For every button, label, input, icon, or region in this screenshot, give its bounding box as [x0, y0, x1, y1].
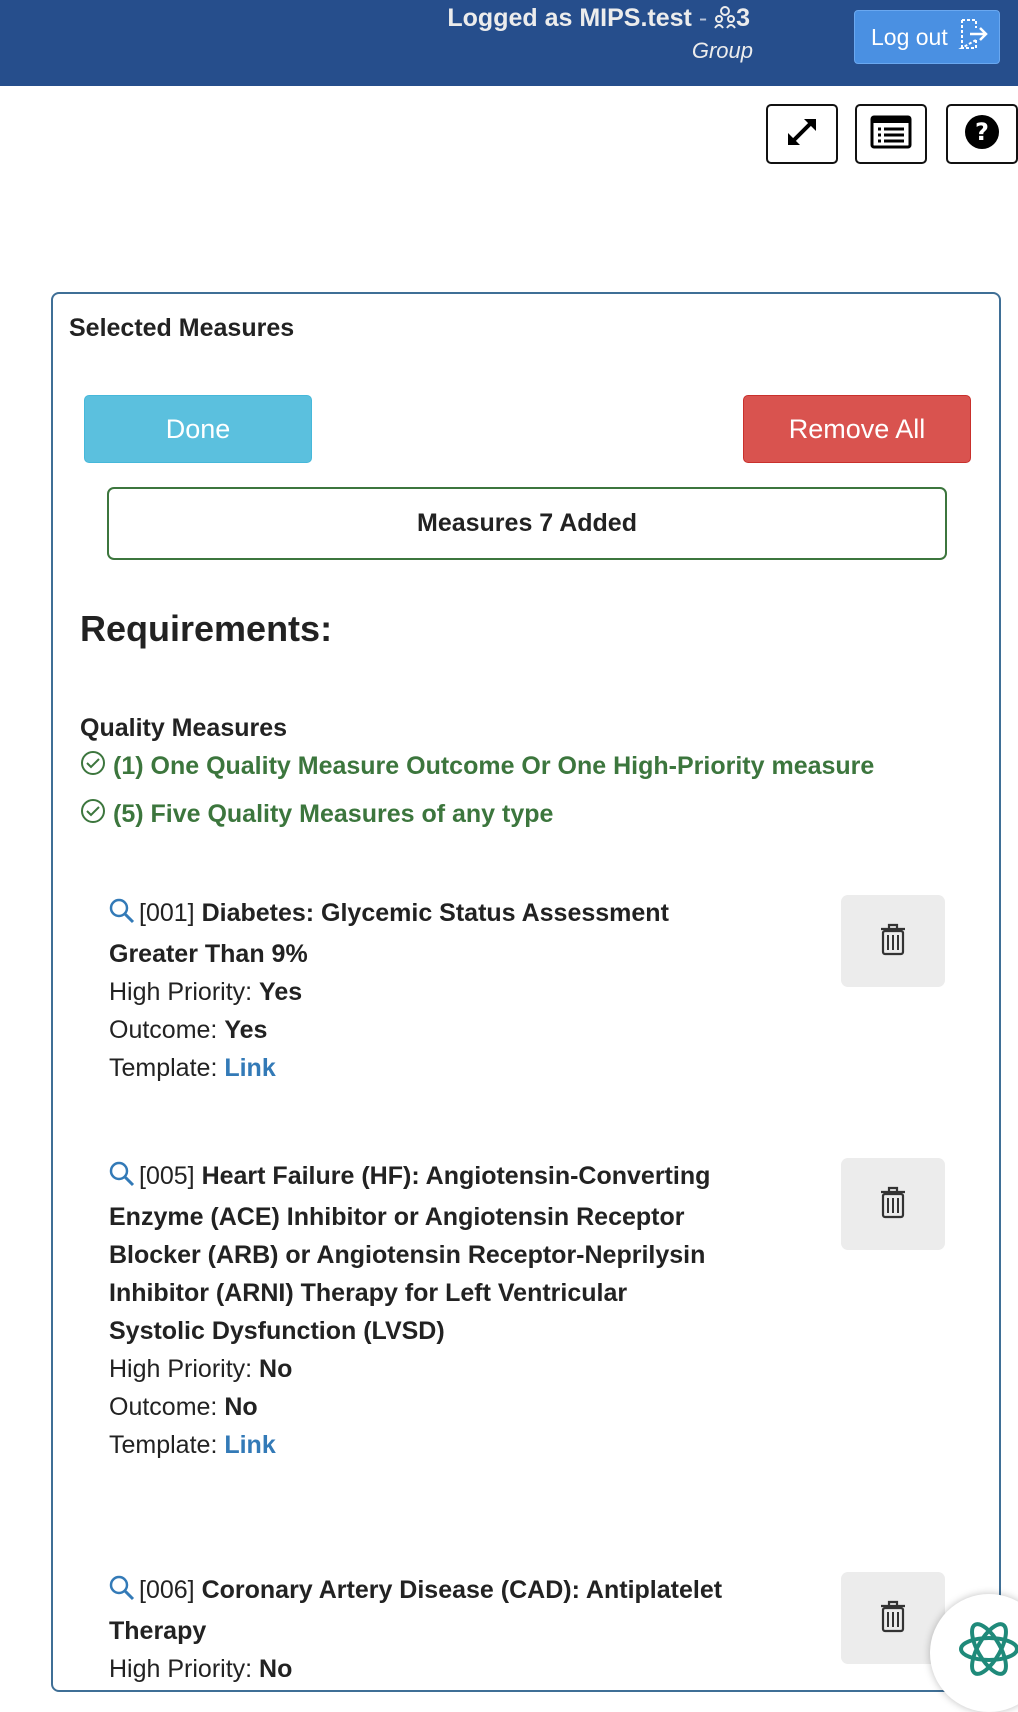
- quality-measures-heading: Quality Measures: [80, 714, 288, 742]
- exit-door-icon: [958, 17, 988, 57]
- template-link[interactable]: Link: [224, 1431, 276, 1459]
- high-priority-label: High Priority:: [109, 978, 253, 1006]
- measure-name: Heart Failure (HF): Angiotensin-Converting Enzyme (ACE) Inhibitor or Angiotensin Receptor Blocker (ARB) or Angiotensin Receptor-Neprilysin Inhibitor (ARNI) Therapy for Left Ventricular Systolic Dysfunction (LVSD): [109, 1162, 711, 1345]
- separator: -: [698, 4, 708, 32]
- outcome-row: [109, 1011, 729, 1049]
- outcome-value: Yes: [224, 1016, 268, 1044]
- done-button[interactable]: Done: [84, 395, 312, 463]
- user-info: [447, 4, 750, 36]
- requirement-text: (5) Five Quality Measures of any type: [113, 800, 554, 828]
- template-row: [109, 1049, 729, 1087]
- template-row: [109, 1426, 729, 1464]
- measure-title: [109, 1571, 729, 1650]
- measure-item: [109, 894, 729, 1087]
- delete-measure-button[interactable]: [841, 895, 945, 987]
- outcome-value: No: [224, 1393, 258, 1421]
- list-icon: [870, 115, 912, 154]
- outcome-row: [109, 1388, 729, 1426]
- logout-button[interactable]: [854, 10, 1000, 64]
- measure-code: [005]: [139, 1162, 195, 1190]
- svg-text:?: ?: [975, 117, 989, 146]
- top-navbar: [0, 0, 1018, 86]
- template-label: Template:: [109, 1431, 218, 1459]
- template-link[interactable]: Link: [224, 1054, 276, 1082]
- logout-label: Log out: [871, 23, 948, 50]
- high-priority-row: [109, 1650, 729, 1688]
- delete-measure-button[interactable]: [841, 1158, 945, 1250]
- high-priority-label: High Priority:: [109, 1355, 253, 1383]
- help-icon: [963, 113, 1001, 156]
- search-icon[interactable]: [109, 1574, 135, 1612]
- template-label: Template:: [109, 1054, 218, 1082]
- panel-title: Selected Measures: [69, 314, 295, 342]
- high-priority-label: High Priority:: [109, 1655, 253, 1683]
- outcome-label: Outcome:: [109, 1016, 218, 1044]
- requirements-heading: Requirements:: [80, 608, 333, 649]
- list-view-button[interactable]: [855, 104, 927, 164]
- requirement-item: [80, 750, 874, 783]
- help-button[interactable]: [946, 104, 1018, 164]
- high-priority-value: Yes: [259, 978, 303, 1006]
- group-users-icon: [714, 5, 736, 36]
- remove-all-button[interactable]: Remove All: [743, 395, 971, 463]
- expand-icon: [782, 114, 822, 155]
- measure-title: [109, 894, 729, 973]
- measure-item: [109, 1157, 729, 1464]
- requirement-item: [80, 798, 553, 831]
- search-icon[interactable]: [109, 1160, 135, 1198]
- high-priority-row: [109, 973, 729, 1011]
- fullscreen-button[interactable]: [766, 104, 838, 164]
- trash-icon: [878, 1185, 908, 1224]
- measure-code: [001]: [139, 899, 195, 927]
- search-icon[interactable]: [109, 897, 135, 935]
- check-circle-icon: [80, 798, 106, 831]
- group-count: 3: [736, 4, 750, 32]
- group-label[interactable]: Group: [691, 38, 753, 63]
- logged-as-text: Logged as MIPS.test: [447, 4, 692, 32]
- measures-added-count: Measures 7 Added: [107, 487, 947, 560]
- high-priority-value: No: [259, 1655, 293, 1683]
- selected-measures-panel: [51, 292, 1001, 1692]
- measure-title: [109, 1157, 729, 1350]
- measure-code: [006]: [139, 1576, 195, 1604]
- requirement-text: (1) One Quality Measure Outcome Or One High-Priority measure: [113, 752, 875, 780]
- high-priority-row: [109, 1350, 729, 1388]
- outcome-label: Outcome:: [109, 1393, 218, 1421]
- trash-icon: [878, 1599, 908, 1638]
- measure-name: Diabetes: Glycemic Status Assessment Greater Than 9%: [109, 899, 669, 968]
- measure-name: Coronary Artery Disease (CAD): Antiplatelet Therapy: [109, 1576, 723, 1645]
- high-priority-value: No: [259, 1355, 293, 1383]
- check-circle-icon: [80, 750, 106, 783]
- trash-icon: [878, 922, 908, 961]
- measure-item: [109, 1571, 729, 1688]
